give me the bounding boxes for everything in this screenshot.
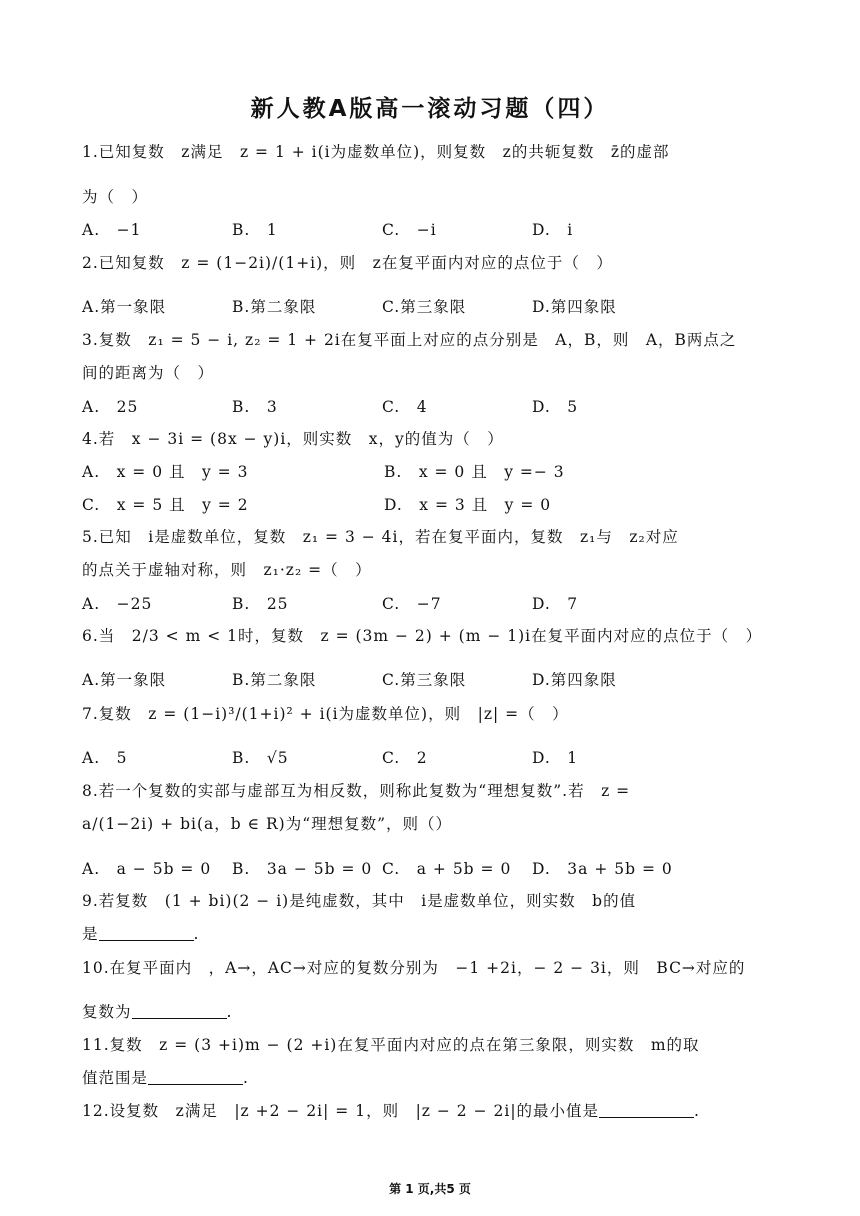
question-3-line-1: 3.复数 z₁ = 5 − i, z₂ = 1 + 2i在复平面上对应的点分别是 A，B，则 A，B两点之: [82, 331, 737, 349]
q8-option-b: B. 3a − 5b = 0: [232, 860, 373, 878]
q2-option-d: D.第四象限: [532, 298, 617, 316]
question-10-line-2: [82, 1000, 782, 1022]
question-10-period: .: [226, 1003, 233, 1021]
question-12-period: .: [694, 1102, 700, 1120]
question-4-line-1: 4.若 x − 3i = (8x − y)i，则实数 x，y的值为（ ）: [82, 430, 504, 448]
question-11-period: .: [243, 1069, 249, 1087]
question-12-text: 12.设复数 z满足 |z +2 − 2i| = 1，则 |z − 2 − 2i|的最小值是: [82, 1102, 600, 1120]
q4-option-b: B. x = 0 且 y =− 3: [384, 463, 565, 481]
q1-option-b: B. 1: [232, 221, 278, 239]
q5-option-a: A. −25: [82, 595, 153, 613]
question-8-line-1: 8.若一个复数的实部与虚部互为相反数，则称此复数为“理想复数”.若 z =: [82, 782, 631, 800]
q2-option-b: B.第二象限: [232, 298, 317, 316]
q4-option-d: D. x = 3 且 y = 0: [384, 496, 552, 514]
q6-option-d: D.第四象限: [532, 671, 617, 689]
page-title: 新人教A版高一滚动习题（四）: [250, 96, 610, 122]
question-9-line-2: [82, 922, 782, 944]
answer-blank[interactable]: [132, 1003, 227, 1019]
question-11-text: 值范围是: [82, 1069, 149, 1087]
q4-option-a: A. x = 0 且 y = 3: [82, 463, 249, 481]
answer-blank[interactable]: [99, 925, 194, 941]
page-footer: 第 1 页,共5 页: [389, 1182, 471, 1196]
question-9-period: .: [193, 925, 200, 943]
q7-option-a: A. 5: [82, 749, 128, 767]
question-9-text: 是: [82, 925, 99, 943]
q5-option-b: B. 25: [232, 595, 289, 613]
q7-option-c: C. 2: [382, 749, 428, 767]
question-1-line-2: 为（ ）: [82, 188, 149, 206]
q3-option-a: A. 25: [82, 398, 139, 416]
q5-option-c: C. −7: [382, 595, 442, 613]
q8-option-a: A. a − 5b = 0: [82, 860, 212, 878]
q1-option-d: D. i: [532, 221, 574, 239]
question-11-line-1: 11.复数 z = (3 +i)m − (2 +i)在复平面内对应的点在第三象限，则实数 m的取: [82, 1036, 700, 1054]
answer-blank[interactable]: [599, 1102, 694, 1118]
question-10-line-1: 10.在复平面内 ，A→，AC→对应的复数分别为 −1 +2i，− 2 − 3i，则 BC→对应的: [82, 959, 746, 977]
q4-option-c: C. x = 5 且 y = 2: [82, 496, 249, 514]
question-11-line-2: [82, 1066, 782, 1088]
question-6-line-1: 6.当 2/3 < m < 1时，复数 z = (3m − 2) + (m − 1)i在复平面内对应的点位于（ ）: [82, 627, 763, 645]
q5-option-d: D. 7: [532, 595, 579, 613]
question-8-line-2: a/(1−2i) + bi(a，b ∈ R)为“理想复数”，则（）: [82, 815, 453, 833]
q8-option-d: D. 3a + 5b = 0: [532, 860, 673, 878]
q1-option-a: A. −1: [82, 221, 142, 239]
q2-option-c: C.第三象限: [382, 298, 467, 316]
question-9-line-1: 9.若复数 (1 + bi)(2 − i)是纯虚数，其中 i是虚数单位，则实数 b的值: [82, 892, 637, 910]
answer-blank[interactable]: [148, 1069, 243, 1085]
q8-option-c: C. a + 5b = 0: [382, 860, 512, 878]
q3-option-d: D. 5: [532, 398, 579, 416]
q6-option-c: C.第三象限: [382, 671, 467, 689]
question-12-line-1: [82, 1099, 782, 1121]
q7-option-d: D. 1: [532, 749, 579, 767]
question-5-line-2: 的点关于虚轴对称，则 z₁·z₂ =（ ）: [82, 561, 372, 579]
question-5-line-1: 5.已知 i是虚数单位，复数 z₁ = 3 − 4i，若在复平面内，复数 z₁与 z₂对应: [82, 528, 679, 546]
q3-option-b: B. 3: [232, 398, 278, 416]
q6-option-a: A.第一象限: [82, 671, 167, 689]
question-2-line-1: 2.已知复数 z = (1−2i)/(1+i)，则 z在复平面内对应的点位于（ ）: [82, 254, 613, 272]
q1-option-c: C. −i: [382, 221, 437, 239]
question-3-line-2: 间的距离为（ ）: [82, 364, 215, 382]
q2-option-a: A.第一象限: [82, 298, 167, 316]
q3-option-c: C. 4: [382, 398, 428, 416]
question-7-line-1: 7.复数 z = (1−i)³/(1+i)² + i(i为虚数单位)，则 |z| =（ ）: [82, 705, 569, 723]
q7-option-b: B. √5: [232, 749, 289, 767]
q6-option-b: B.第二象限: [232, 671, 317, 689]
question-10-text: 复数为: [82, 1003, 132, 1021]
question-1-line-1: 1.已知复数 z满足 z = 1 + i(i为虚数单位)，则复数 z的共轭复数 z̄的虚部: [82, 143, 670, 161]
